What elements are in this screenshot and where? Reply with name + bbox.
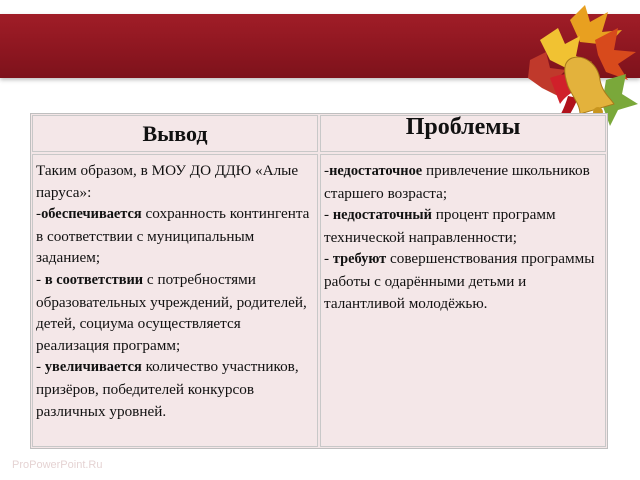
problem-item-bold: недостаточный <box>332 207 432 224</box>
problem-item-bold: требуют <box>332 251 387 268</box>
conclusion-item-bold: увеличивается <box>44 359 142 376</box>
conclusion-item-text: количество участников, призёров, победителей конкурсов различных уровней. <box>36 358 299 420</box>
problem-item-text: процент программ технической направленности; <box>324 206 556 246</box>
conclusion-item-bold: обеспечивается <box>41 206 142 223</box>
problem-item-text: совершенствования программы работы с одарёнными детьми и талантливой молодёжью. <box>324 250 595 312</box>
conclusion-item: - увеличивается количество участников, призёров, победителей конкурсов различных уровней. <box>36 358 299 420</box>
comparison-table <box>30 113 608 449</box>
header-problems: Проблемы <box>405 114 521 140</box>
header-cell-problems <box>320 115 606 152</box>
conclusion-item-text: с потребностями образовательных учреждений, родителей, детей, социума осуществляется реализация программ; <box>36 270 307 354</box>
problem-item-bold: недостаточное <box>329 163 423 179</box>
problems-cell <box>320 154 606 447</box>
problem-item-text: привлечение школьников старшего возраста; <box>324 162 590 202</box>
header-cell-conclusion <box>32 115 318 152</box>
problem-item: - недостаточный процент программ технической направленности; <box>324 206 556 246</box>
conclusion-item-bold: в соответствии <box>44 271 144 288</box>
conclusion-item-text: сохранность контингента в соответствии с муниципальным заданием; <box>36 205 310 267</box>
header-conclusion: Вывод <box>142 121 208 146</box>
conclusion-intro: Таким образом, в МОУ ДО ДДЮ «Алые паруса»: <box>36 162 299 201</box>
watermark: ProPowerPoint.Ru <box>12 459 103 471</box>
problem-item: -недостаточное привлечение школьников старшего возраста; <box>324 162 590 202</box>
conclusion-item: - в соответствии с потребностями образовательных учреждений, родителей, детей, социума осуществляется реализация программ; <box>36 270 307 354</box>
conclusion-item: -обеспечивается сохранность контингента в соответствии с муниципальным заданием; <box>36 205 310 267</box>
problem-item: - требуют совершенствования программы работы с одарёнными детьми и талантливой молодёжью. <box>324 250 595 312</box>
conclusion-cell <box>32 154 318 447</box>
